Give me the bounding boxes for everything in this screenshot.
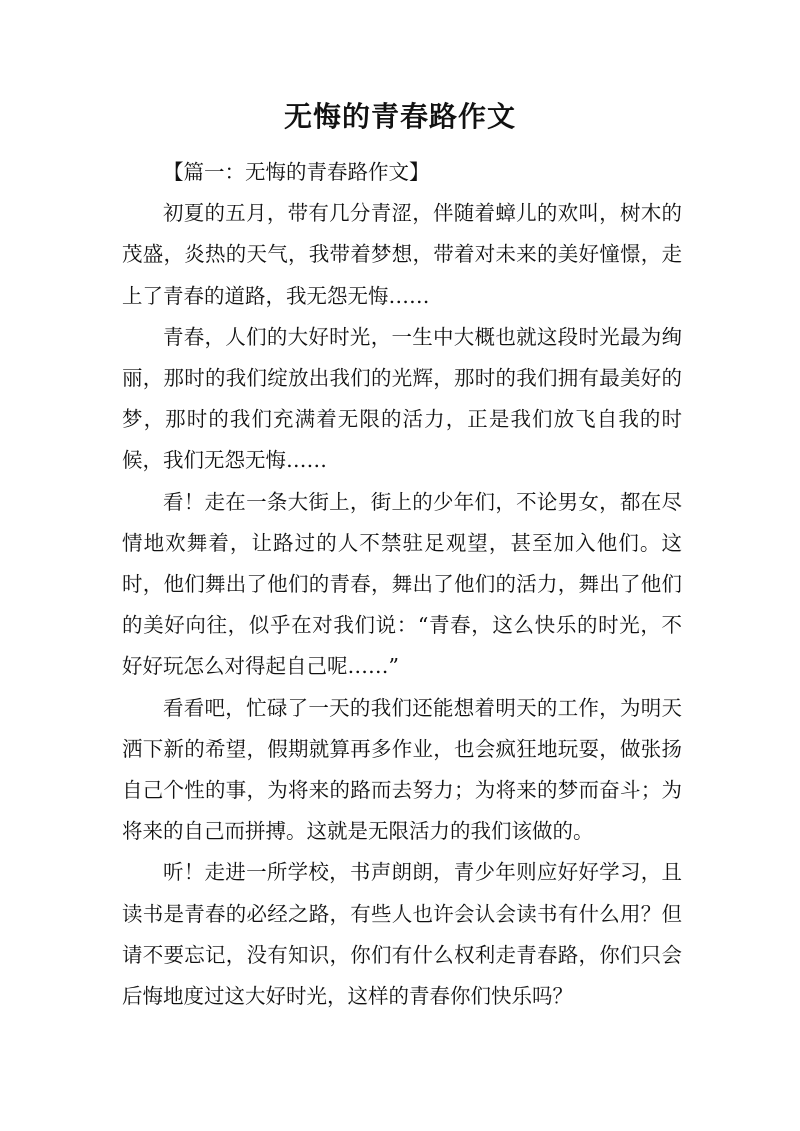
paragraph-3: 看！走在一条大街上，街上的少年们，不论男女，都在尽情地欢舞着，让路过的人不禁驻足观望，甚至加入他们。这时，他们舞出了他们的青春，舞出了他们的活力，舞出了他们的美好向往，似乎在对我们说：“青春，这么快乐的时光，不好好玩怎么对得起自己呢……”: [122, 489, 682, 679]
document-body: [122, 152, 682, 1017]
paragraph-2: 青春，人们的大好时光，一生中大概也就这段时光最为绚丽，那时的我们绽放出我们的光辉，那时的我们拥有最美好的梦，那时的我们充满着无限的活力，正是我们放飞自我的时候，我们无怨无悔……: [122, 324, 682, 473]
paragraph-1: 初夏的五月，带有几分青涩，伴随着蟑儿的欢叫，树木的茂盛，炎热的天气，我带着梦想，带着对未来的美好憧憬，走上了青春的道路，我无怨无悔……: [122, 201, 682, 308]
paragraph-5: 听！走进一所学校，书声朗朗，青少年则应好好学习，且读书是青春的必经之路，有些人也许会认会读书有什么用？但请不要忘记，没有知识，你们有什么权利走青春路，你们只会后悔地度过这大好时光，这样的青春你们快乐吗？: [122, 860, 682, 1009]
section-heading: 【篇一：无悔的青春路作文】: [163, 160, 430, 184]
paragraph-4: 看看吧，忙碌了一天的我们还能想着明天的工作，为明天洒下新的希望，假期就算再多作业，也会疯狂地玩耍，做张扬自己个性的事，为将来的路而去努力；为将来的梦而奋斗；为将来的自己而拼搏。这就是无限活力的我们该做的。: [122, 695, 682, 844]
document-title: 无悔的青春路作文: [283, 100, 516, 133]
